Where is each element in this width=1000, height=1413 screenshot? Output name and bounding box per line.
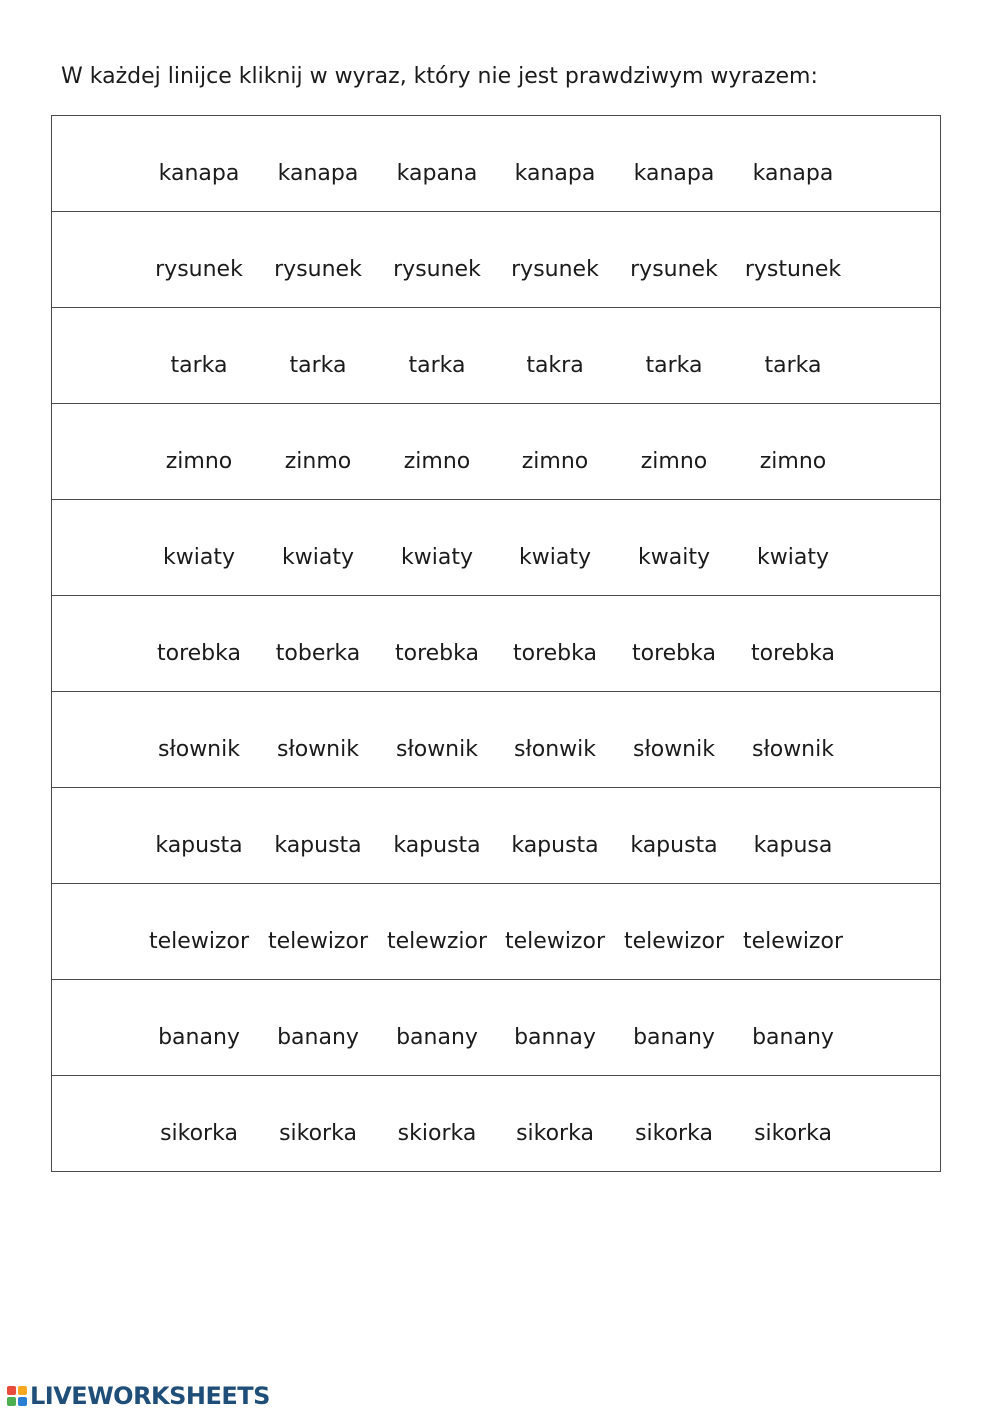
word-option[interactable]: torebka bbox=[751, 641, 835, 666]
word-row bbox=[52, 596, 940, 692]
word-option[interactable]: kapusta bbox=[155, 833, 243, 858]
word-option[interactable]: banany bbox=[158, 1025, 240, 1050]
word-option[interactable]: torebka bbox=[513, 641, 597, 666]
word-option[interactable]: słonwik bbox=[514, 737, 596, 762]
word-option[interactable]: zimno bbox=[640, 449, 708, 474]
word-option[interactable]: telewzior bbox=[387, 929, 487, 954]
word-option[interactable]: telewizor bbox=[505, 929, 605, 954]
word-option[interactable]: kapana bbox=[396, 161, 478, 186]
word-option[interactable]: banany bbox=[396, 1025, 478, 1050]
word-option[interactable]: kwaity bbox=[638, 545, 710, 570]
word-option[interactable]: kapusta bbox=[511, 833, 599, 858]
word-row bbox=[52, 1076, 940, 1171]
word-option[interactable]: telewizor bbox=[149, 929, 249, 954]
word-option[interactable]: torebka bbox=[157, 641, 241, 666]
word-row bbox=[52, 980, 940, 1076]
word-option[interactable]: rysunek bbox=[155, 257, 243, 282]
word-option[interactable]: kwiaty bbox=[519, 545, 591, 570]
word-option[interactable]: tarka bbox=[408, 353, 466, 378]
word-option[interactable]: słownik bbox=[396, 737, 478, 762]
word-option[interactable]: kapusa bbox=[753, 833, 833, 858]
word-option[interactable]: kapusta bbox=[630, 833, 718, 858]
liveworksheets-logo[interactable] bbox=[7, 1383, 270, 1409]
word-option[interactable]: sikorka bbox=[279, 1121, 357, 1146]
logo-square-red bbox=[7, 1386, 16, 1395]
word-option[interactable]: kwiaty bbox=[163, 545, 235, 570]
word-option[interactable]: kanapa bbox=[514, 161, 596, 186]
word-option[interactable]: rysunek bbox=[393, 257, 481, 282]
logo-square-blue bbox=[18, 1397, 27, 1406]
word-option[interactable]: słownik bbox=[277, 737, 359, 762]
word-row bbox=[52, 884, 940, 980]
word-option[interactable]: torebka bbox=[632, 641, 716, 666]
word-option[interactable]: tarka bbox=[645, 353, 703, 378]
word-option[interactable]: bannay bbox=[514, 1025, 596, 1050]
word-option[interactable]: zimno bbox=[403, 449, 471, 474]
word-row bbox=[52, 116, 940, 212]
liveworksheets-logo-icon bbox=[7, 1386, 27, 1406]
word-option[interactable]: tarka bbox=[289, 353, 347, 378]
word-row bbox=[52, 692, 940, 788]
word-option[interactable]: sikorka bbox=[754, 1121, 832, 1146]
word-option[interactable]: skiorka bbox=[397, 1121, 477, 1146]
logo-square-green bbox=[7, 1397, 16, 1406]
word-option[interactable]: kanapa bbox=[752, 161, 834, 186]
word-row bbox=[52, 788, 940, 884]
word-option[interactable]: zimno bbox=[759, 449, 827, 474]
word-option[interactable]: tarka bbox=[764, 353, 822, 378]
logo-text: LIVEWORKSHEETS bbox=[30, 1382, 270, 1410]
word-option[interactable]: kanapa bbox=[633, 161, 715, 186]
instruction-text: W każdej linijce kliknij w wyraz, który nie jest prawdziwym wyrazem: bbox=[61, 64, 818, 89]
word-option[interactable]: kapusta bbox=[274, 833, 362, 858]
word-option[interactable]: słownik bbox=[752, 737, 834, 762]
word-option[interactable]: telewizor bbox=[624, 929, 724, 954]
word-option[interactable]: telewizor bbox=[743, 929, 843, 954]
word-option[interactable]: banany bbox=[633, 1025, 715, 1050]
word-option[interactable]: sikorka bbox=[635, 1121, 713, 1146]
word-row bbox=[52, 500, 940, 596]
word-option[interactable]: telewizor bbox=[268, 929, 368, 954]
word-table bbox=[51, 115, 941, 1172]
word-option[interactable]: rysunek bbox=[274, 257, 362, 282]
word-option[interactable]: rysunek bbox=[511, 257, 599, 282]
word-option[interactable]: tarka bbox=[170, 353, 228, 378]
word-row bbox=[52, 308, 940, 404]
word-option[interactable]: takra bbox=[526, 353, 584, 378]
word-option[interactable]: rysunek bbox=[630, 257, 718, 282]
word-option[interactable]: toberka bbox=[275, 641, 361, 666]
word-option[interactable]: zimno bbox=[165, 449, 233, 474]
word-option[interactable]: torebka bbox=[395, 641, 479, 666]
word-option[interactable]: słownik bbox=[633, 737, 715, 762]
word-option[interactable]: kwiaty bbox=[401, 545, 473, 570]
word-option[interactable]: kanapa bbox=[158, 161, 240, 186]
word-option[interactable]: kanapa bbox=[277, 161, 359, 186]
word-option[interactable]: kwiaty bbox=[757, 545, 829, 570]
word-row bbox=[52, 404, 940, 500]
word-option[interactable]: sikorka bbox=[516, 1121, 594, 1146]
word-row bbox=[52, 212, 940, 308]
logo-square-orange bbox=[18, 1386, 27, 1395]
word-option[interactable]: banany bbox=[752, 1025, 834, 1050]
word-option[interactable]: kwiaty bbox=[282, 545, 354, 570]
word-option[interactable]: rystunek bbox=[744, 257, 842, 282]
word-option[interactable]: słownik bbox=[158, 737, 240, 762]
word-option[interactable]: zinmo bbox=[284, 449, 352, 474]
word-option[interactable]: banany bbox=[277, 1025, 359, 1050]
word-option[interactable]: kapusta bbox=[393, 833, 481, 858]
word-option[interactable]: sikorka bbox=[160, 1121, 238, 1146]
word-option[interactable]: zimno bbox=[521, 449, 589, 474]
